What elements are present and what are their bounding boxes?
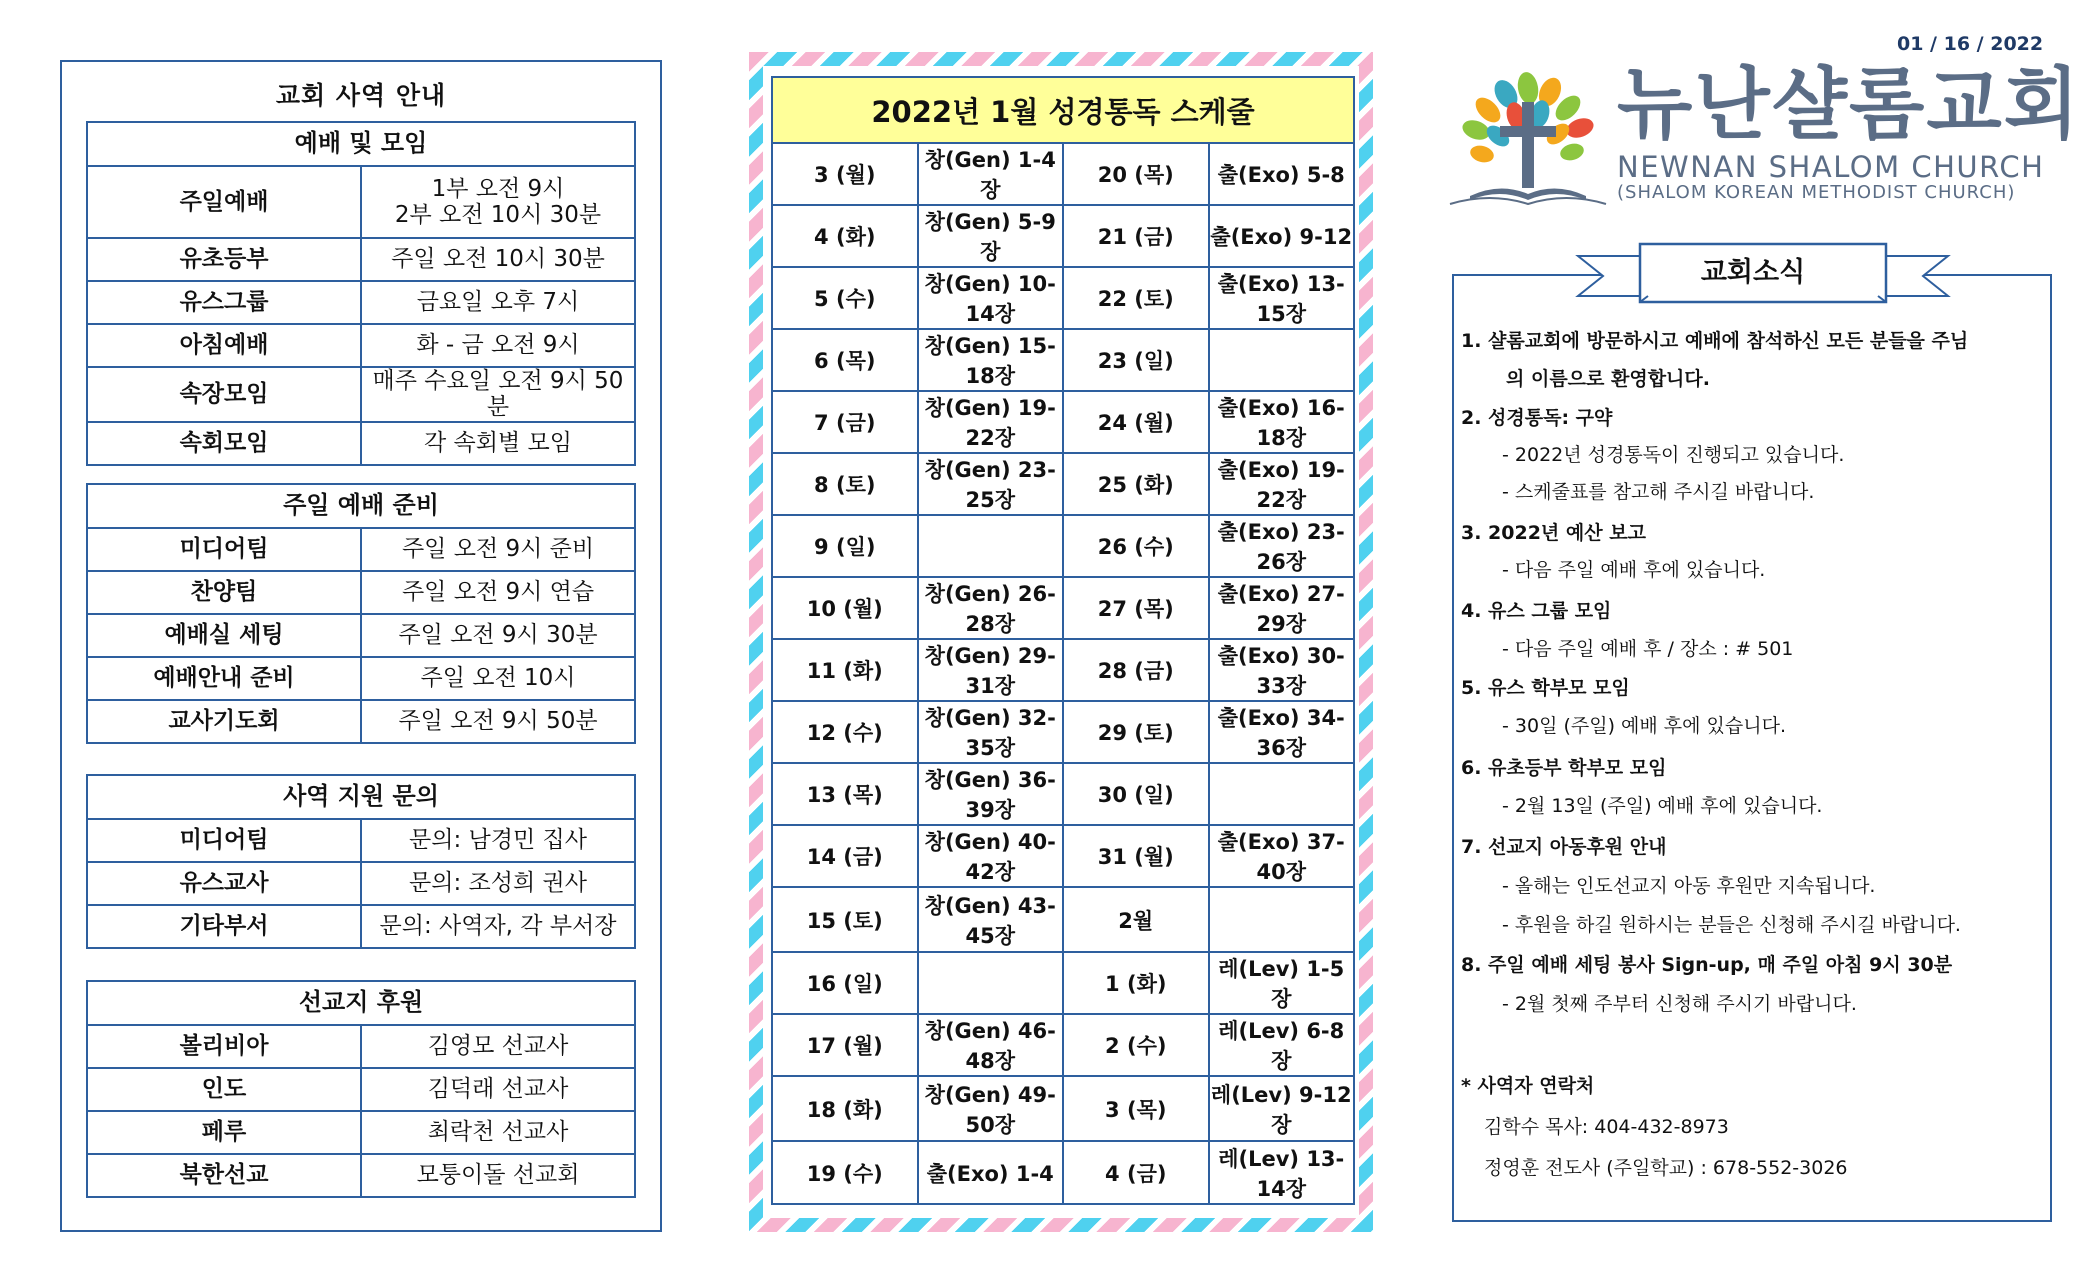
schedule-row bbox=[772, 577, 1354, 639]
row-label: 미디어팀 bbox=[87, 819, 361, 862]
table-row bbox=[87, 281, 635, 324]
schedule-reading: 출(Exo) 34-36장 bbox=[1209, 701, 1355, 763]
news-line: * 사역자 연락처 bbox=[1461, 1075, 1595, 1097]
news-line: 4. 유스 그룹 모임 bbox=[1461, 600, 1612, 622]
schedule-reading: 레(Lev) 6-8장 bbox=[1209, 1014, 1355, 1076]
schedule-day: 23 (일) bbox=[1063, 329, 1209, 391]
row-value: 주일 오전 9시 30분 bbox=[361, 614, 635, 657]
schedule-reading: 창(Gen) 29-31장 bbox=[918, 639, 1064, 701]
table-header-row bbox=[87, 122, 635, 166]
table-row bbox=[87, 422, 635, 465]
row-label: 페루 bbox=[87, 1111, 361, 1154]
ministry-table bbox=[86, 980, 636, 1198]
row-label: 기타부서 bbox=[87, 905, 361, 948]
schedule-reading bbox=[918, 952, 1064, 1014]
schedule-day: 1 (화) bbox=[1063, 952, 1209, 1014]
news-line: 3. 2022년 예산 보고 bbox=[1461, 522, 1646, 544]
schedule-reading: 레(Lev) 1-5장 bbox=[1209, 952, 1355, 1014]
news-line: - 30일 (주일) 예배 후에 있습니다. bbox=[1502, 715, 1786, 737]
news-line: - 스케줄표를 참고해 주시길 바랍니다. bbox=[1502, 481, 1815, 503]
row-value: 주일 오전 10시 30분 bbox=[361, 238, 635, 281]
schedule-reading: 출(Exo) 30-33장 bbox=[1209, 639, 1355, 701]
row-label: 찬양팀 bbox=[87, 571, 361, 614]
schedule-day: 25 (화) bbox=[1063, 453, 1209, 515]
bulletin-date: 01 / 16 / 2022 bbox=[1897, 33, 2044, 55]
ministry-table bbox=[86, 121, 636, 466]
row-value: 화 - 금 오전 9시 bbox=[361, 324, 635, 367]
schedule-reading: 레(Lev) 9-12장 bbox=[1209, 1076, 1355, 1141]
schedule-row bbox=[772, 205, 1354, 267]
schedule-day: 29 (토) bbox=[1063, 701, 1209, 763]
schedule-reading: 출(Exo) 19-22장 bbox=[1209, 453, 1355, 515]
schedule-day: 17 (월) bbox=[772, 1014, 918, 1076]
row-value: 주일 오전 9시 연습 bbox=[361, 571, 635, 614]
schedule-row bbox=[772, 391, 1354, 453]
row-label: 유스교사 bbox=[87, 862, 361, 905]
schedule-row bbox=[772, 1014, 1354, 1076]
table-row bbox=[87, 657, 635, 700]
schedule-day: 31 (월) bbox=[1063, 825, 1209, 887]
schedule-row bbox=[772, 639, 1354, 701]
news-line: 6. 유초등부 학부모 모임 bbox=[1461, 757, 1667, 779]
schedule-day: 16 (일) bbox=[772, 952, 918, 1014]
schedule-reading: 창(Gen) 43-45장 bbox=[918, 887, 1064, 952]
table-row bbox=[87, 905, 635, 948]
schedule-row bbox=[772, 267, 1354, 329]
schedule-day: 14 (금) bbox=[772, 825, 918, 887]
row-label: 속장모임 bbox=[87, 367, 361, 422]
schedule-reading: 창(Gen) 1-4장 bbox=[918, 143, 1064, 205]
schedule-day: 12 (수) bbox=[772, 701, 918, 763]
table-header-row bbox=[87, 484, 635, 528]
row-value: 금요일 오후 7시 bbox=[361, 281, 635, 324]
church-name-korean: 뉴난샬롬교회 bbox=[1617, 60, 2082, 150]
schedule-reading: 창(Gen) 19-22장 bbox=[918, 391, 1064, 453]
schedule-reading: 창(Gen) 32-35장 bbox=[918, 701, 1064, 763]
row-value: 주일 오전 9시 50분 bbox=[361, 700, 635, 743]
table-row bbox=[87, 614, 635, 657]
table-heading: 사역 지원 문의 bbox=[87, 775, 635, 819]
news-line: 1. 샬롬교회에 방문하시고 예배에 참석하신 모든 분들을 주님 bbox=[1461, 330, 1969, 352]
table-row bbox=[87, 528, 635, 571]
schedule-reading: 출(Exo) 1-4 bbox=[918, 1141, 1064, 1204]
row-label: 볼리비아 bbox=[87, 1025, 361, 1068]
row-value-line: 1부 오전 9시 bbox=[431, 175, 565, 202]
row-label: 속회모임 bbox=[87, 422, 361, 465]
table-row bbox=[87, 166, 635, 238]
table-row bbox=[87, 862, 635, 905]
ministry-guide-title: 교회 사역 안내 bbox=[275, 81, 447, 110]
news-line: - 2022년 성경통독이 진행되고 있습니다. bbox=[1502, 444, 1845, 466]
row-value: 문의: 사역자, 각 부서장 bbox=[361, 905, 635, 948]
schedule-day: 28 (금) bbox=[1063, 639, 1209, 701]
schedule-day: 15 (토) bbox=[772, 887, 918, 952]
schedule-day: 9 (일) bbox=[772, 515, 918, 577]
row-label: 예배안내 준비 bbox=[87, 657, 361, 700]
table-heading: 선교지 후원 bbox=[87, 981, 635, 1025]
bible-reading-schedule-table bbox=[771, 76, 1355, 1205]
news-line: 5. 유스 학부모 모임 bbox=[1461, 677, 1630, 699]
schedule-day: 2 (수) bbox=[1063, 1014, 1209, 1076]
schedule-day: 11 (화) bbox=[772, 639, 918, 701]
schedule-row bbox=[772, 515, 1354, 577]
tree-cross-logo-icon bbox=[1440, 62, 1615, 212]
schedule-day: 7 (금) bbox=[772, 391, 918, 453]
row-value: 주일 오전 9시 준비 bbox=[361, 528, 635, 571]
row-value: 김영모 선교사 bbox=[361, 1025, 635, 1068]
row-label: 유스그룹 bbox=[87, 281, 361, 324]
schedule-day: 22 (토) bbox=[1063, 267, 1209, 329]
row-label: 미디어팀 bbox=[87, 528, 361, 571]
table-row bbox=[87, 1154, 635, 1197]
bible-reading-schedule-frame bbox=[749, 52, 1373, 1232]
schedule-day: 21 (금) bbox=[1063, 205, 1209, 267]
schedule-reading: 출(Exo) 23-26장 bbox=[1209, 515, 1355, 577]
row-value: 각 속회별 모임 bbox=[361, 422, 635, 465]
schedule-reading: 창(Gen) 49-50장 bbox=[918, 1076, 1064, 1141]
row-value: 문의: 남경민 집사 bbox=[361, 819, 635, 862]
schedule-row bbox=[772, 453, 1354, 515]
news-line: 의 이름으로 환영합니다. bbox=[1506, 368, 1710, 390]
schedule-reading: 출(Exo) 27-29장 bbox=[1209, 577, 1355, 639]
schedule-day: 4 (금) bbox=[1063, 1141, 1209, 1204]
row-value: 김덕래 선교사 bbox=[361, 1068, 635, 1111]
schedule-row bbox=[772, 1141, 1354, 1204]
row-label: 예배실 세팅 bbox=[87, 614, 361, 657]
schedule-day: 6 (목) bbox=[772, 329, 918, 391]
schedule-row bbox=[772, 887, 1354, 952]
table-row bbox=[87, 571, 635, 614]
schedule-day: 19 (수) bbox=[772, 1141, 918, 1204]
ministry-table bbox=[86, 483, 636, 744]
schedule-reading: 창(Gen) 40-42장 bbox=[918, 825, 1064, 887]
table-row bbox=[87, 367, 635, 422]
row-label: 인도 bbox=[87, 1068, 361, 1111]
table-row bbox=[87, 1111, 635, 1154]
table-row bbox=[87, 324, 635, 367]
news-line: - 다음 주일 예배 후에 있습니다. bbox=[1502, 559, 1766, 581]
schedule-reading: 출(Exo) 37-40장 bbox=[1209, 825, 1355, 887]
schedule-reading: 출(Exo) 9-12 bbox=[1209, 205, 1355, 267]
schedule-day: 20 (목) bbox=[1063, 143, 1209, 205]
schedule-row bbox=[772, 825, 1354, 887]
table-heading: 주일 예배 준비 bbox=[87, 484, 635, 528]
table-header-row bbox=[87, 775, 635, 819]
row-label: 주일예배 bbox=[87, 166, 361, 238]
table-row bbox=[87, 819, 635, 862]
news-line: - 후원을 하길 원하시는 분들은 신청해 주시길 바랍니다. bbox=[1502, 914, 1961, 936]
schedule-row bbox=[772, 1076, 1354, 1141]
table-header-row bbox=[87, 981, 635, 1025]
news-line: - 2월 13일 (주일) 예배 후에 있습니다. bbox=[1502, 795, 1823, 817]
news-line: 7. 선교지 아동후원 안내 bbox=[1461, 836, 1667, 858]
news-line: 2. 성경통독: 구약 bbox=[1461, 407, 1613, 429]
schedule-day: 5 (수) bbox=[772, 267, 918, 329]
schedule-day: 10 (월) bbox=[772, 577, 918, 639]
news-line: - 2월 첫째 주부터 신청해 주시기 바랍니다. bbox=[1502, 993, 1857, 1015]
schedule-reading: 창(Gen) 5-9장 bbox=[918, 205, 1064, 267]
schedule-day: 13 (목) bbox=[772, 763, 918, 825]
row-value: 주일 오전 10시 bbox=[361, 657, 635, 700]
schedule-reading: 레(Lev) 13-14장 bbox=[1209, 1141, 1355, 1204]
schedule-reading bbox=[1209, 887, 1355, 952]
schedule-reading: 창(Gen) 23-25장 bbox=[918, 453, 1064, 515]
row-label: 아침예배 bbox=[87, 324, 361, 367]
row-value: 최락천 선교사 bbox=[361, 1111, 635, 1154]
schedule-day: 24 (월) bbox=[1063, 391, 1209, 453]
schedule-reading: 출(Exo) 16-18장 bbox=[1209, 391, 1355, 453]
schedule-reading: 출(Exo) 13-15장 bbox=[1209, 267, 1355, 329]
row-label: 북한선교 bbox=[87, 1154, 361, 1197]
row-value bbox=[361, 166, 635, 238]
schedule-day: 2월 bbox=[1063, 887, 1209, 952]
row-value: 매주 수요일 오전 9시 50분 bbox=[361, 367, 635, 422]
schedule-day: 27 (목) bbox=[1063, 577, 1209, 639]
schedule-row bbox=[772, 952, 1354, 1014]
row-value-line: 2부 오전 10시 30분 bbox=[394, 202, 602, 228]
row-label: 교사기도회 bbox=[87, 700, 361, 743]
table-heading: 예배 및 모임 bbox=[87, 122, 635, 166]
schedule-reading: 창(Gen) 36-39장 bbox=[918, 763, 1064, 825]
table-row bbox=[87, 1025, 635, 1068]
news-line: - 다음 주일 예배 후 / 장소 : # 501 bbox=[1502, 638, 1794, 660]
schedule-row bbox=[772, 329, 1354, 391]
church-name-english: NEWNAN SHALOM CHURCH bbox=[1617, 150, 2045, 184]
row-value: 모퉁이돌 선교회 bbox=[361, 1154, 635, 1197]
schedule-day: 3 (월) bbox=[772, 143, 918, 205]
table-row bbox=[87, 1068, 635, 1111]
schedule-day: 26 (수) bbox=[1063, 515, 1209, 577]
news-line: - 올해는 인도선교지 아동 후원만 지속됩니다. bbox=[1502, 875, 1876, 897]
schedule-reading: 출(Exo) 5-8 bbox=[1209, 143, 1355, 205]
schedule-day: 4 (화) bbox=[772, 205, 918, 267]
schedule-day: 3 (목) bbox=[1063, 1076, 1209, 1141]
schedule-reading: 창(Gen) 15-18장 bbox=[918, 329, 1064, 391]
schedule-reading: 창(Gen) 26-28장 bbox=[918, 577, 1064, 639]
table-row bbox=[87, 238, 635, 281]
row-label: 유초등부 bbox=[87, 238, 361, 281]
schedule-day: 8 (토) bbox=[772, 453, 918, 515]
church-news-title: 교회소식 bbox=[1700, 257, 1806, 288]
schedule-reading bbox=[918, 515, 1064, 577]
schedule-row bbox=[772, 701, 1354, 763]
schedule-row bbox=[772, 143, 1354, 205]
schedule-day: 30 (일) bbox=[1063, 763, 1209, 825]
schedule-day: 18 (화) bbox=[772, 1076, 918, 1141]
schedule-inner bbox=[763, 66, 1359, 1218]
schedule-reading bbox=[1209, 763, 1355, 825]
news-line: 정영훈 전도사 (주일학교) : 678-552-3026 bbox=[1484, 1157, 1848, 1179]
schedule-reading bbox=[1209, 329, 1355, 391]
ministry-table bbox=[86, 774, 636, 949]
schedule-row bbox=[772, 763, 1354, 825]
schedule-reading: 창(Gen) 10-14장 bbox=[918, 267, 1064, 329]
schedule-title: 2022년 1월 성경통독 스케줄 bbox=[772, 77, 1354, 143]
news-line: 8. 주일 예배 세팅 봉사 Sign-up, 매 주일 아침 9시 30분 bbox=[1461, 954, 1953, 976]
row-value: 문의: 조성희 권사 bbox=[361, 862, 635, 905]
schedule-reading: 창(Gen) 46-48장 bbox=[918, 1014, 1064, 1076]
news-line: 김학수 목사: 404-432-8973 bbox=[1484, 1116, 1729, 1138]
table-row bbox=[87, 700, 635, 743]
church-name-subtitle: (SHALOM KOREAN METHODIST CHURCH) bbox=[1617, 182, 2016, 203]
